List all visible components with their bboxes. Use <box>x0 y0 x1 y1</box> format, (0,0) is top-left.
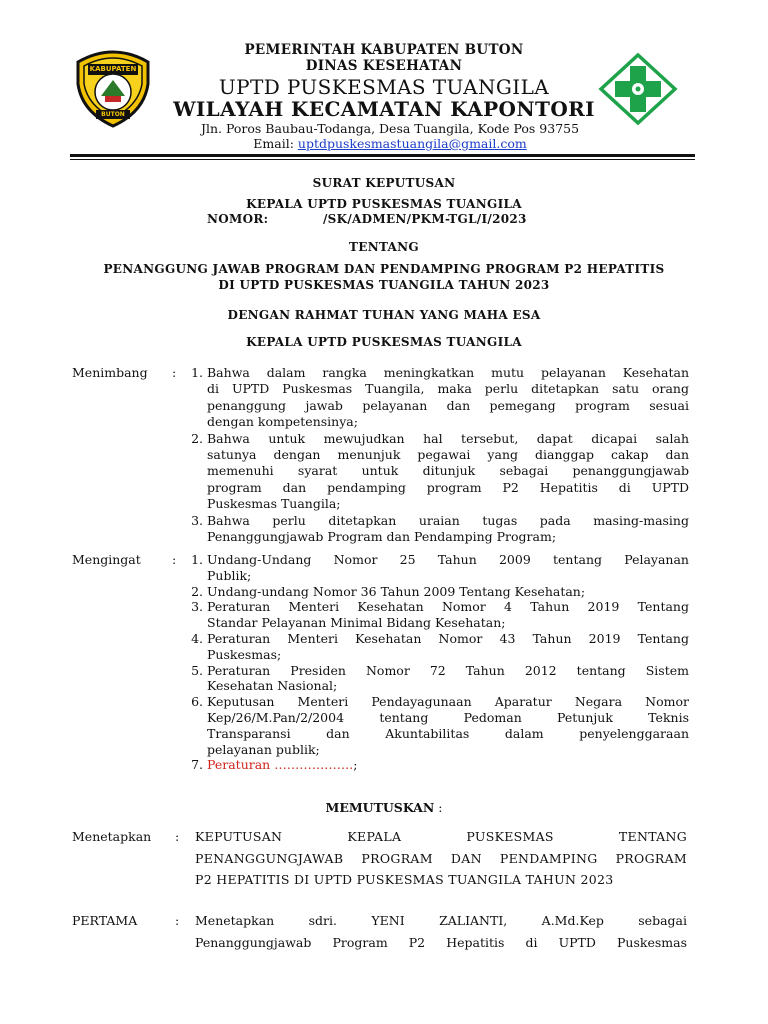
address: Jln. Poros Baubau-Todanga, Desa Tuangila, Kode Pos 93755 <box>200 121 580 136</box>
menimbang-label: Menimbang <box>72 365 148 380</box>
doc-title: SURAT KEPUTUSAN <box>312 176 456 190</box>
list-item-line: Peraturan Menteri Kesehatan Nomor 43 Tahun 2019 Tentang <box>207 631 689 646</box>
list-item-number: 7. <box>191 757 203 773</box>
paragraph-line: Penanggungjawab Program P2 Hepatitis di UPTD Puskesmas <box>195 935 687 950</box>
list-item-number: 2. <box>191 430 203 446</box>
letterhead-rule-thick <box>70 154 695 157</box>
institution-name: UPTD PUSKESMAS TUANGILA <box>218 75 550 99</box>
paragraph-line: KEPUTUSAN KEPALA PUSKESMAS TENTANG <box>195 829 687 844</box>
menetapkan-colon: : <box>175 829 180 844</box>
list-item-line: Bahwa untuk mewujudkan hal tersebut, dapat dicapai salah <box>207 430 689 446</box>
list-item-line: Peraturan ……………….; <box>207 757 358 773</box>
paragraph-line: Menetapkan sdri. YENI ZALIANTI, A.Md.Kep sebagai <box>195 913 687 928</box>
gov-name: PEMERINTAH KABUPATEN BUTON <box>244 42 524 58</box>
email-link[interactable]: uptdpuskesmastuangila@gmail.com <box>297 136 527 151</box>
letterhead-rule-thin <box>70 159 695 160</box>
list-item-number: 1. <box>191 552 203 567</box>
list-item-number: 2. <box>191 583 203 599</box>
paragraph-line: PENANGGUNGJAWAB PROGRAM DAN PENDAMPING PROGRAM <box>195 850 687 866</box>
list-item-line: Peraturan Menteri Kesehatan Nomor 4 Tahun 2019 Tentang <box>207 599 689 615</box>
memutuskan-line <box>0 800 768 815</box>
pertama-label: PERTAMA <box>72 913 138 928</box>
list-item-line: program dan pendamping program P2 Hepatitis di UPTD <box>207 479 689 495</box>
rahmat-heading: DENGAN RAHMAT TUHAN YANG MAHA ESA <box>227 308 541 322</box>
list-item-line: Keputusan Menteri Pendayagunaan Aparatur Negara Nomor <box>207 694 689 710</box>
email-line <box>160 136 620 151</box>
nomor-label: NOMOR: <box>207 212 269 226</box>
list-item-line: Undang-Undang Nomor 25 Tahun 2009 tentang Pelayanan <box>207 552 689 567</box>
dept-name: DINAS KESEHATAN <box>305 58 463 74</box>
doc-issuer: KEPALA UPTD PUSKESMAS TUANGILA <box>246 197 522 211</box>
pertama-colon: : <box>175 913 180 928</box>
list-item-line: Puskesmas Tuangila; <box>207 496 341 512</box>
list-item-line: Transparansi dan Akuntabilitas dalam penyelenggaraan <box>207 725 689 741</box>
issuer-heading: KEPALA UPTD PUSKESMAS TUANGILA <box>246 335 522 349</box>
list-item-line: Penanggungjawab Program dan Pendamping Program; <box>207 529 557 544</box>
list-item-line: dengan kompetensinya; <box>207 414 358 430</box>
list-item-number: 6. <box>191 694 203 710</box>
mengingat-colon: : <box>172 552 177 567</box>
list-item-line: Peraturan Presiden Nomor 72 Tahun 2012 tentang Sistem <box>207 662 689 678</box>
list-item-line: Publik; <box>207 567 252 583</box>
list-item-number: 4. <box>191 631 203 646</box>
nomor-value: /SK/ADMEN/PKM-TGL/I/2023 <box>323 212 527 226</box>
memutuskan-heading: MEMUTUSKAN <box>325 800 435 815</box>
list-item-line: Puskesmas; <box>207 646 282 662</box>
list-item-line: di UPTD Puskesmas Tuangila, maka perlu ditetapkan satu orang <box>207 381 689 397</box>
logo-text-top: KABUPATEN <box>89 65 137 73</box>
menetapkan-label: Menetapkan <box>72 829 152 844</box>
tentang-heading: TENTANG <box>349 240 419 254</box>
subject-line-1: PENANGGUNG JAWAB PROGRAM DAN PENDAMPING PROGRAM P2 HEPATITIS <box>103 262 665 276</box>
list-item-line: Kesehatan Nasional; <box>207 678 338 694</box>
region-name: WILAYAH KECAMATAN KAPONTORI <box>173 97 595 121</box>
logo-text-bottom: BUTON <box>101 111 125 118</box>
list-item-number: 1. <box>191 365 203 380</box>
subject-line-2: DI UPTD PUSKESMAS TUANGILA TAHUN 2023 <box>218 278 550 292</box>
list-item-line: Bahwa dalam rangka meningkatkan mutu pelayanan Kesehatan <box>207 365 689 380</box>
menimbang-colon: : <box>172 365 177 380</box>
list-item-line: Kep/26/M.Pan/2/2004 tentang Pedoman Petunjuk Teknis <box>207 710 689 725</box>
mengingat-label: Mengingat <box>72 552 141 567</box>
list-item-line: Standar Pelayanan Minimal Bidang Kesehatan; <box>207 615 506 631</box>
placeholder-text: Peraturan ………………. <box>207 757 354 773</box>
list-item-line: penanggung jawab pelayanan dan pemegang program sesuai <box>207 397 689 413</box>
paragraph-line: P2 HEPATITIS DI UPTD PUSKESMAS TUANGILA TAHUN 2023 <box>195 872 614 887</box>
list-item-number: 5. <box>191 662 203 678</box>
list-item-line: satunya dengan menunjuk pegawai yang dianggap cakap dan <box>207 447 689 462</box>
list-item-number: 3. <box>191 599 203 615</box>
list-item-number: 3. <box>191 512 203 528</box>
email-label: Email: <box>253 136 294 151</box>
list-item-line: Undang-undang Nomor 36 Tahun 2009 Tentang Kesehatan; <box>207 583 586 599</box>
list-item-line: pelayanan publik; <box>207 741 320 757</box>
memutuskan-colon: : <box>438 800 443 815</box>
list-item-line: memenuhi syarat untuk ditunjuk sebagai penanggungjawab <box>207 463 689 479</box>
list-item-line: Bahwa perlu ditetapkan uraian tugas pada masing-masing <box>207 512 689 528</box>
